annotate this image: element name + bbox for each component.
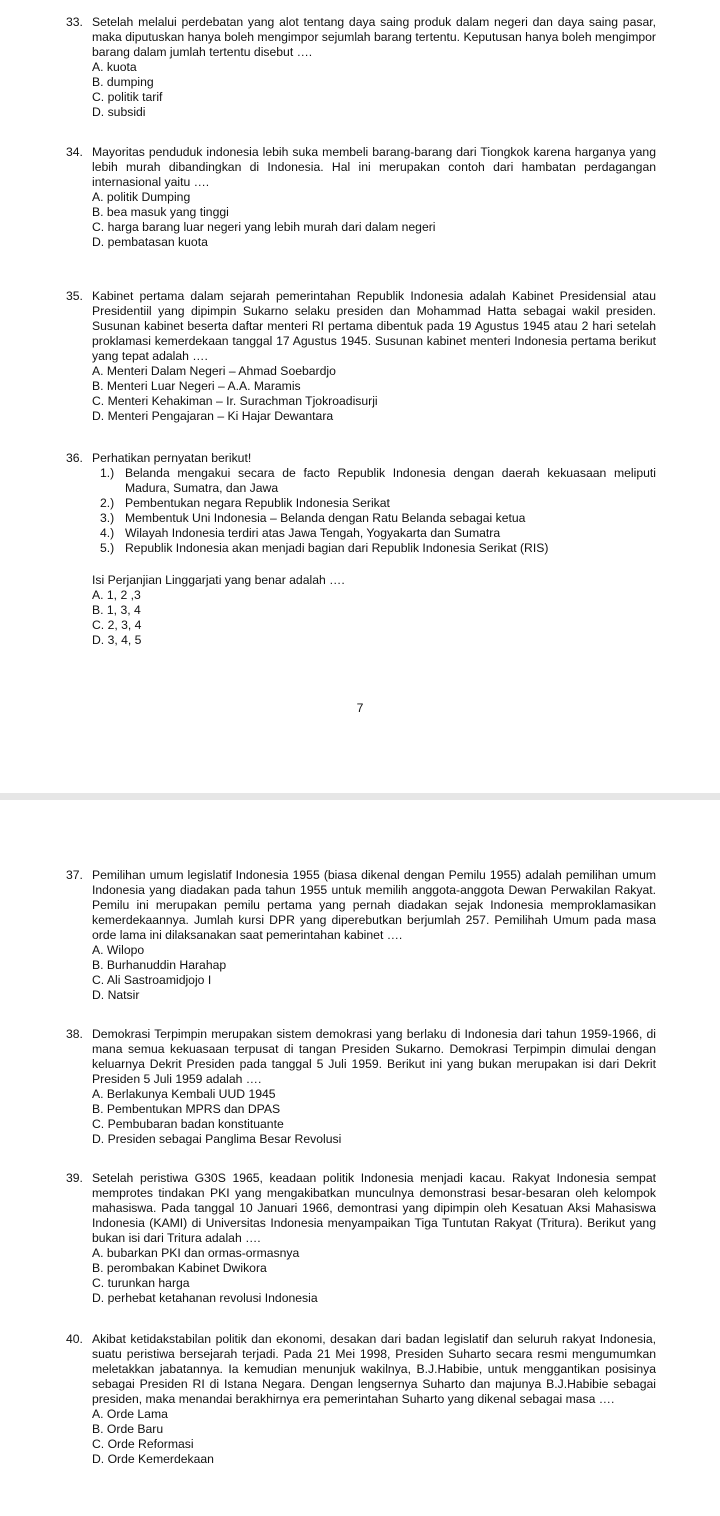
option-c: C. Orde Reformasi — [92, 1437, 194, 1451]
statement-5 — [66, 541, 656, 556]
option-a: A. Menteri Dalam Negeri – Ahmad Soebardjo — [92, 364, 336, 378]
question-text: Setelah melalui perdebatan yang alot tentang daya saing produk dalam negeri dan daya saing pasar, maka diputuskan hanya boleh mengimpor sejumlah barang tertentu. Keputusan hanya boleh mengimpor barang dalam jumlah tertentu disebut …. — [92, 15, 656, 59]
option-b: B. Orde Baru — [92, 1422, 164, 1436]
question-text: Demokrasi Terpimpin merupakan sistem demokrasi yang berlaku di Indonesia dari tahun 1959-1966, di mana semua kekuasaan terpusat di tangan Presiden Sukarno. Demokrasi Terpimpin dimulai dengan keluarnya Dekrit Presiden pada tanggal 5 Juli 1959. Berikut ini yang bukan merupakan isi dari Dekrit Presiden 5 Juli 1959 adalah …. — [92, 1027, 656, 1086]
statement-text: Wilayah Indonesia terdiri atas Jawa Tengah, Yogyakarta dan Sumatra — [125, 526, 501, 540]
option-b: B. bea masuk yang tinggi — [92, 205, 229, 219]
statement-2 — [66, 496, 656, 511]
option-b: B. Menteri Luar Negeri – A.A. Maramis — [92, 379, 301, 393]
question-number: 34. — [66, 145, 83, 159]
page-8 — [0, 800, 720, 1516]
question-38 — [66, 1027, 656, 1147]
option-b: B. Burhanuddin Harahap — [92, 958, 227, 972]
option-c: C. Ali Sastroamidjojo I — [92, 973, 212, 987]
option-a: A. kuota — [92, 60, 137, 74]
option-d: D. 3, 4, 5 — [92, 633, 142, 647]
statement-number: 5.) — [100, 541, 115, 555]
statement-number: 2.) — [100, 496, 115, 510]
option-a: A. Berlakunya Kembali UUD 1945 — [92, 1087, 276, 1101]
option-d: D. perhebat ketahanan revolusi Indonesia — [92, 1291, 318, 1305]
question-number: 37. — [66, 868, 83, 882]
option-d: D. Orde Kemerdekaan — [92, 1452, 214, 1466]
statement-3 — [66, 511, 656, 526]
option-b: B. 1, 3, 4 — [92, 603, 141, 617]
question-33 — [66, 15, 656, 120]
option-c: C. politik tarif — [92, 90, 163, 104]
statement-text: Pembentukan negara Republik Indonesia Serikat — [125, 496, 390, 510]
option-d: D. Natsir — [92, 988, 140, 1002]
statement-text: Belanda mengakui secara de facto Republik Indonesia dengan daerah kekuasaan meliputi Madura, Sumatra, dan Jawa — [125, 466, 656, 495]
option-a: A. 1, 2 ,3 — [92, 588, 141, 602]
question-number: 33. — [66, 15, 83, 29]
question-39 — [66, 1171, 656, 1306]
question-prompt: Isi Perjanjian Linggarjati yang benar adalah …. — [92, 573, 345, 587]
option-c: C. harga barang luar negeri yang lebih murah dari dalam negeri — [92, 220, 436, 234]
option-a: A. Orde Lama — [92, 1407, 168, 1421]
option-c: C. 2, 3, 4 — [92, 618, 142, 632]
question-36 — [66, 451, 656, 648]
question-text: Kabinet pertama dalam sejarah pemerintahan Republik Indonesia adalah Kabinet Presidensial atau Presidentiil yang dipimpin Sukarno selaku presiden dan Mohammad Hatta sebagai wakil presiden. Susunan kabinet beserta daftar menteri RI pertama dibentuk pada 19 Agustus 1945 atau 2 hari setelah proklamasi kemerdekaan tanggal 17 Agustus 1945. Susunan kabinet menteri Indonesia pertama berikut yang tepat adalah …. — [92, 289, 656, 363]
question-37 — [66, 868, 656, 1003]
option-d: D. subsidi — [92, 105, 146, 119]
option-a: A. Wilopo — [92, 943, 145, 957]
statement-number: 1.) — [100, 466, 115, 480]
page-separator — [0, 793, 720, 800]
question-text: Akibat ketidakstabilan politik dan ekonomi, desakan dari badan legislatif dan seluruh rakyat Indonesia, suatu peristiwa bersejarah terjadi. Pada 21 Mei 1998, Presiden Suharto secara resmi mengumumkan meletakkan jabatannya. Ia kemudian menunjuk wakilnya, B.J.Habibie, untuk menggantikan posisinya sebagai Presiden RI di Istana Negara. Dengan lengsernya Suharto dan majunya B.J.Habibie sebagai presiden, maka menandai berakhirnya era pemerintahan Suharto yang dikenal sebagai masa …. — [92, 1332, 656, 1406]
statement-4 — [66, 526, 656, 541]
question-text: Pemilihan umum legislatif Indonesia 1955 (biasa dikenal dengan Pemilu 1955) adalah pemilihan umum Indonesia yang diadakan pada tahun 1955 untuk memilih anggota-anggota Dewan Perwakilan Rakyat. Pemilu ini merupakan pemilu pertama yang pernah diadakan sejak Indonesia memproklamasikan kemerdekaannya. Jumlah kursi DPR yang diperebutkan berjumlah 257. Pemilihah Umum pada masa orde lama ini dilaksanakan saat pemerintahan kabinet …. — [92, 868, 656, 942]
question-40 — [66, 1332, 656, 1467]
option-a: A. politik Dumping — [92, 190, 191, 204]
option-c: C. Pembubaran badan konstituante — [92, 1117, 284, 1131]
statement-number: 3.) — [100, 511, 115, 525]
option-d: D. Menteri Pengajaran – Ki Hajar Dewantara — [92, 409, 334, 423]
option-b: B. dumping — [92, 75, 154, 89]
option-b: B. perombakan Kabinet Dwikora — [92, 1261, 267, 1275]
statement-text: Membentuk Uni Indonesia – Belanda dengan Ratu Belanda sebagai ketua — [125, 511, 526, 525]
page-number: 7 — [356, 701, 364, 715]
question-text: Setelah peristiwa G30S 1965, keadaan politik Indonesia menjadi kacau. Rakyat Indonesia sempat memprotes tindakan PKI yang mengakibatkan munculnya demonstrasi besar-besaran oleh kelompok mahasiswa. Pada tanggal 10 Januari 1966, demontrasi yang dipimpin oleh Kesatuan Aksi Mahasiswa Indonesia (KAMI) di Universitas Indonesia menyampaikan Tiga Tuntutan Rakyat (Tritura). Berikut yang bukan isi dari Tritura adalah …. — [92, 1171, 656, 1245]
option-a: A. bubarkan PKI dan ormas-ormasnya — [92, 1246, 300, 1260]
question-number: 40. — [66, 1332, 83, 1346]
option-c: C. Menteri Kehakiman – Ir. Surachman Tjokroadisurji — [92, 394, 378, 408]
question-34 — [66, 145, 656, 250]
question-number: 35. — [66, 289, 83, 303]
option-c: C. turunkan harga — [92, 1276, 190, 1290]
statement-text: Republik Indonesia akan menjadi bagian dari Republik Indonesia Serikat (RIS) — [125, 541, 549, 555]
option-b: B. Pembentukan MPRS dan DPAS — [92, 1102, 281, 1116]
question-35 — [66, 289, 656, 424]
statement-1 — [66, 466, 656, 496]
question-number: 38. — [66, 1027, 83, 1041]
question-number: 39. — [66, 1171, 83, 1185]
question-text: Perhatikan pernyatan berikut! — [92, 451, 252, 465]
option-d: D. pembatasan kuota — [92, 235, 208, 249]
question-text: Mayoritas penduduk indonesia lebih suka membeli barang-barang dari Tiongkok karena harganya yang lebih murah dibandingkan di Indonesia. Hal ini merupakan contoh dari hambatan perdagangan internasional yaitu …. — [92, 145, 656, 189]
statement-number: 4.) — [100, 526, 115, 540]
question-number: 36. — [66, 451, 83, 465]
option-d: D. Presiden sebagai Panglima Besar Revolusi — [92, 1132, 342, 1146]
